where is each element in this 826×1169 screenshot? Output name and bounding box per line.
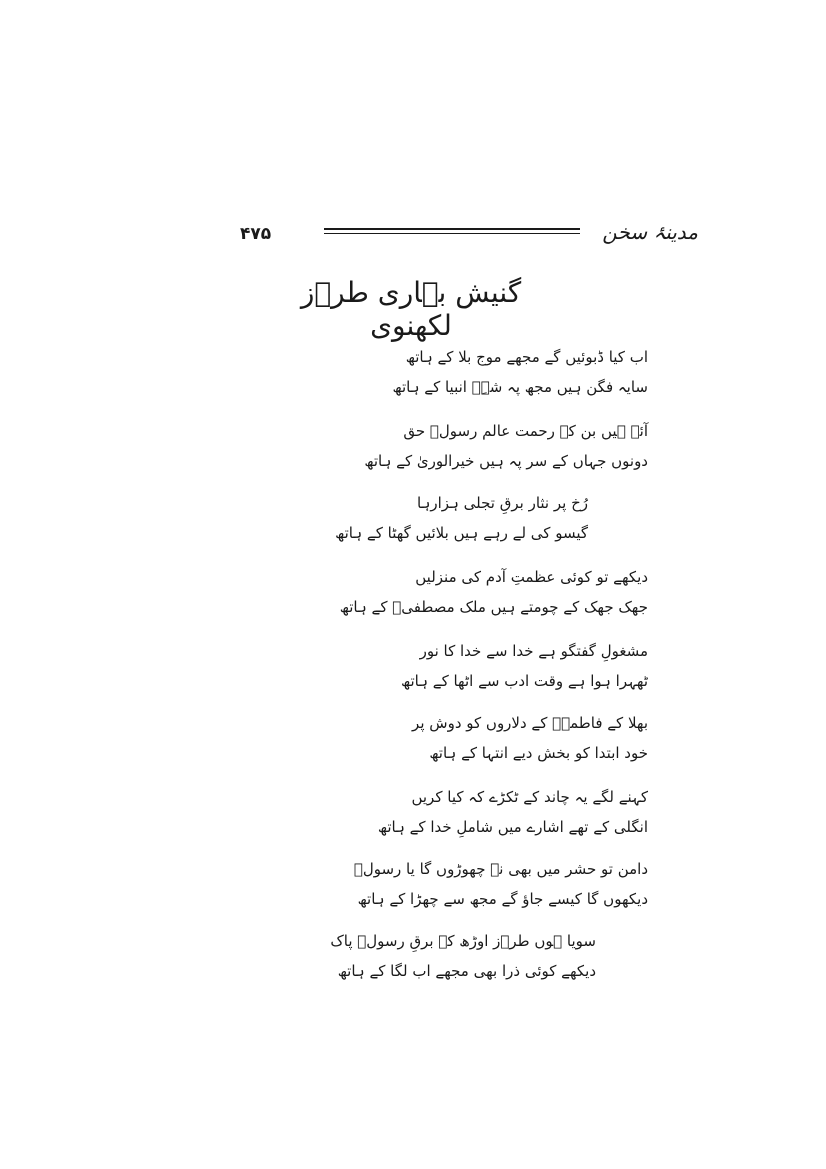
verse-line: خود ابتدا کو بخش دیے انتہا کے ہاتھ [429,744,648,762]
verse-line: دیکھے کوئی ذرا بھی مجھے اب لگا کے ہاتھ [337,962,596,980]
verse-line: مشغولِ گفتگو ہے خدا سے خدا کا نور [419,642,648,660]
verse-line: دونوں جہاں کے سر پہ ہیں خیرالوریٰ کے ہاتھ [364,452,648,470]
verse-line: جھک جھک کے چومتے ہیں ملک مصطفیؐ کے ہاتھ [339,598,648,616]
verse-line: دیکھوں گا کیسے جاؤ گے مجھ سے چھڑا کے ہاتھ [357,890,648,908]
verse-line: رُخ پر نثار برقِ تجلی ہزارہا [417,494,588,512]
verse-line: کہنے لگے یہ چاند کے ٹکڑے کہ کیا کریں [411,788,648,806]
verse-line: ٹھہرا ہوا ہے وقت ادب سے اٹھا کے ہاتھ [401,672,648,690]
verse-line: بھلا کے فاطمہؓ کے دلاروں کو دوش پر [412,714,648,732]
verse-line: دیکھے تو کوئی عظمتِ آدم کی منزلیں [415,568,648,586]
verse-line: سویا ہوں طرؔز اوڑھ کے برقِ رسولؐ پاک [330,932,596,950]
verse-line: اب کیا ڈبوئیں گے مجھے موج بلا کے ہاتھ [405,348,648,366]
verse-line: سایہ فگن ہیں مجھ پہ شہِؐ انبیا کے ہاتھ [392,378,648,396]
verse-line: دامن تو حشر میں بھی نہ چھوڑوں گا یا رسولؐ [353,860,648,878]
poet-title: گنیش بہاری طرؔز لکھنوی [300,276,522,342]
page-number: ۴۷۵ [240,224,272,244]
verse-line: انگلی کے تھے اشارے میں شاملِ خدا کے ہاتھ [377,818,648,836]
book-title: مدینۂ سخن [602,220,698,244]
verse-line: گیسو کی لے رہے ہیں بلائیں گھٹا کے ہاتھ [335,524,588,542]
verse-line: آئے ہیں بن کے رحمت عالم رسولؐ حق [403,422,648,440]
